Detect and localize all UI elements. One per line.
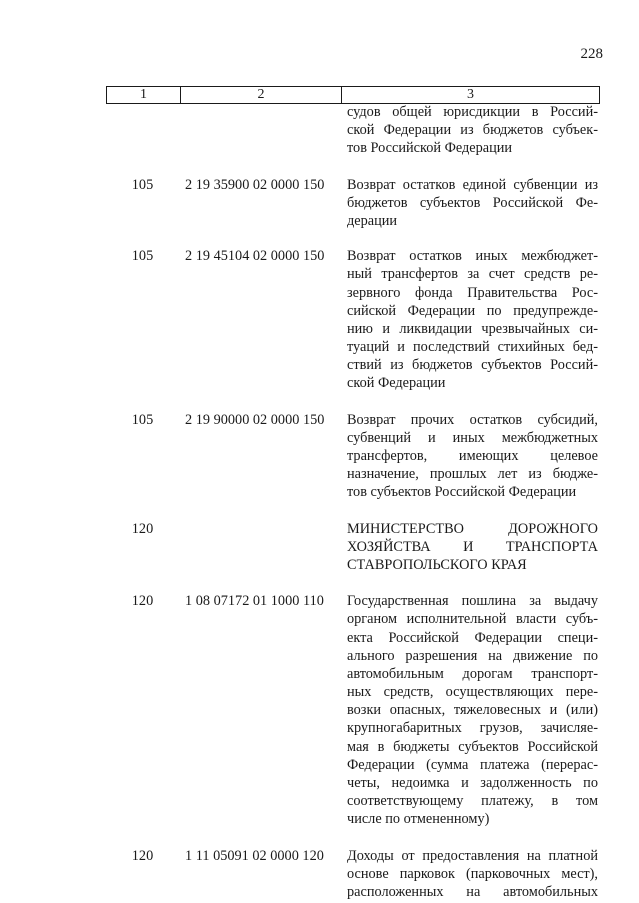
- description-line: Федерации (сумма платежа (перерас-: [347, 756, 598, 773]
- description: [347, 176, 598, 231]
- description-line: Доходы от предоставления на платной: [347, 847, 598, 864]
- description-line: нию и ликвидации чрезвычайных си-: [347, 320, 598, 337]
- description-line: расположенных на автомобильных: [347, 883, 598, 900]
- table-row: [106, 247, 598, 393]
- description-line: МИНИСТЕРСТВО ДОРОЖНОГО: [347, 520, 598, 537]
- description-line: туаций и последствий стихийных бед-: [347, 339, 598, 356]
- description-line: дерации: [347, 212, 398, 229]
- description-line: Возврат остатков единой субвенции из: [347, 176, 598, 193]
- description-line: СТАВРОПОЛЬСКОГО КРАЯ: [347, 556, 527, 573]
- description-line: трансфертов, имеющих целевое: [347, 448, 598, 464]
- page-number: 228: [580, 46, 603, 62]
- admin-code: 120: [131, 847, 154, 864]
- description-line: ской Федерации из бюджетов субъек-: [347, 122, 598, 139]
- table-header: [106, 86, 600, 104]
- description-line: ской Федерации: [347, 375, 446, 392]
- description-line: сийской Федерации по предупрежде-: [347, 302, 598, 319]
- description-line: субвенций и иных межбюджетных: [347, 429, 598, 446]
- budget-code: [179, 103, 347, 158]
- description: [347, 592, 598, 828]
- description-line: крупногабаритных грузов, зачисляе-: [347, 720, 598, 737]
- description-line: екта Российской Федерации специ-: [347, 629, 598, 646]
- description-line: четы, недоимка и задолженность по: [347, 775, 598, 791]
- description-line: мая в бюджеты субъектов Российской: [347, 738, 598, 755]
- table-body: [106, 103, 598, 901]
- description-line: ных средств, осуществляющих пере-: [347, 684, 598, 701]
- admin-code: [106, 103, 179, 158]
- table-row: [106, 520, 598, 575]
- header-col-3: 3: [467, 87, 474, 102]
- table-row: [106, 847, 598, 902]
- budget-code: [179, 520, 347, 575]
- description-line: Возврат прочих остатков субсидий,: [347, 411, 598, 428]
- table-row: [106, 592, 598, 828]
- description-line: ствий из бюджетов субъектов Россий-: [347, 357, 598, 374]
- budget-code: 2 19 90000 02 0000 150: [185, 411, 325, 428]
- admin-code: 120: [131, 520, 154, 537]
- description-line: зервного фонда Правительства Рос-: [347, 284, 598, 301]
- description: [347, 847, 598, 902]
- description-line: ный трансфертов за счет средств ре-: [347, 266, 598, 283]
- budget-code: 2 19 35900 02 0000 150: [185, 176, 325, 193]
- description-line: бюджетов субъектов Российской Фе-: [347, 194, 598, 211]
- admin-code: 105: [131, 176, 154, 193]
- description-line: тов субъектов Российской Федерации: [347, 484, 577, 501]
- description-line: соответствующему платежу, в том: [347, 793, 598, 810]
- description-line: органом исполнительной власти субъ-: [347, 611, 598, 628]
- table-row: [106, 176, 598, 231]
- table-row: [106, 411, 598, 502]
- admin-code: 120: [131, 593, 154, 610]
- admin-code: 105: [131, 411, 154, 428]
- description-line: Возврат остатков иных межбюджет-: [347, 248, 598, 265]
- budget-code: 1 08 07172 01 1000 110: [185, 593, 324, 610]
- description-line: ального разрешения на движение по: [347, 647, 598, 664]
- ministry-heading: [347, 520, 598, 575]
- header-col-1: 1: [107, 87, 181, 103]
- description: [347, 103, 598, 158]
- description: [347, 247, 598, 393]
- description-line: судов общей юрисдикции в Россий-: [347, 104, 598, 120]
- budget-code: 1 11 05091 02 0000 120: [185, 847, 324, 864]
- budget-code: 2 19 45104 02 0000 150: [185, 248, 325, 265]
- header-col-2: 2: [181, 87, 342, 103]
- description-line: возки опасных, тяжеловесных и (или): [347, 702, 598, 719]
- description-line: ХОЗЯЙСТВА И ТРАНСПОРТА: [347, 538, 598, 555]
- description-line: основе парковок (парковочных мест),: [347, 865, 598, 882]
- description: [347, 411, 598, 502]
- description-line: назначение, прошлых лет из бюдже-: [347, 466, 598, 483]
- table-row: [106, 103, 598, 158]
- description-line: Государственная пошлина за выдачу: [347, 593, 598, 610]
- description-line: автомобильным дорогам транспорт-: [347, 665, 598, 682]
- description-line: числе по отмененному): [347, 811, 490, 828]
- description-line: тов Российской Федерации: [347, 140, 513, 157]
- admin-code: 105: [131, 248, 154, 265]
